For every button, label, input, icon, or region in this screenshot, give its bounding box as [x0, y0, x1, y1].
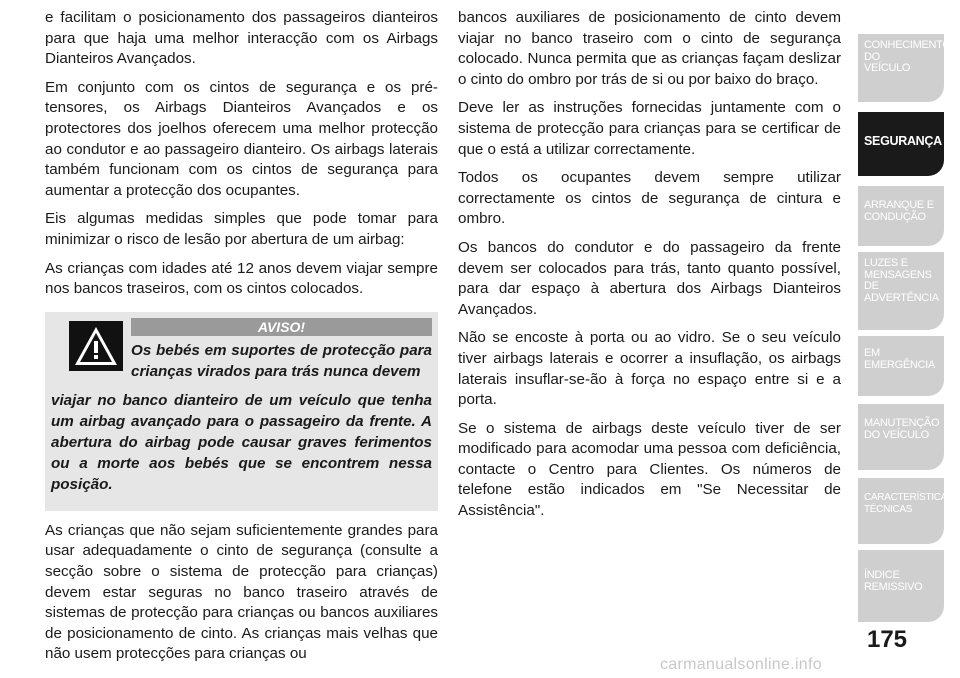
tab-label: ARRANQUE E CONDUÇÃO	[864, 199, 934, 223]
warning-text-rest: viajar no banco dianteiro de um veículo que tenha um airbag avançado para o passageiro da frente. A abertura do airbag pode causar graves ferimentos ou a morte aos bebés que se encontrem nessa posição.	[51, 391, 432, 493]
tab-label: ÍNDICE REMISSIVO	[864, 569, 923, 593]
warning-box	[45, 312, 438, 511]
paragraph: bancos auxiliares de posicionamento de cinto devem viajar no banco traseiro com o cinto de segurança colocado. Nunca permita que as crianças façam deslizar o cinto do ombro por trás de si ou por baixo do braço.	[458, 9, 841, 88]
paragraph: As crianças com idades até 12 anos devem viajar sempre nos bancos traseiros, com os cintos colocados.	[45, 259, 438, 298]
tab-luzes-e-mensagens[interactable]	[858, 252, 944, 330]
right-column	[458, 8, 841, 530]
paragraph: Se o sistema de airbags deste veículo tiver de ser modificado para acomodar uma pessoa com deficiência, contacte o Centro para Clientes. Os números de telefone estão indicados em "Se Necessitar de Assistência".	[458, 419, 841, 520]
tab-label: LUZES E MENSAGENS DE ADVERTÊNCIA	[864, 257, 939, 304]
paragraph: As crianças que não sejam suficientemente grandes para usar adequadamente o cinto de segurança (consulte a secção sobre o sistema de protecção para crianças) devem estar seguras no banco traseiro através de sistemas de protecção para crianças ou bancos auxiliares de posicionamento de cinto. As crianças mais velhas que não usem protecções para crianças ou	[45, 521, 438, 663]
paragraph: Deve ler as instruções fornecidas juntamente com o sistema de protecção para crianças para se certificar de que o está a utilizar correctamente.	[458, 99, 841, 158]
tab-em-emergencia[interactable]	[858, 336, 944, 396]
tab-label: CONHECIMENTO DO VEÍCULO	[864, 39, 951, 74]
paragraph: Os bancos do condutor e do passageiro da frente devem ser colocados para trás, tanto quanto possível, para dar espaço à abertura dos Airbags Dianteiros Avançados.	[458, 238, 841, 318]
tab-conhecimento-do-veiculo[interactable]	[858, 34, 951, 102]
tab-label: EM EMERGÊNCIA	[864, 347, 935, 371]
paragraph: e facilitam o posicionamento dos passageiros dianteiros para que haja uma melhor interacção com os Airbags Dianteiros Avançados.	[45, 9, 438, 68]
left-column	[45, 8, 438, 673]
chapter-sidebar	[856, 0, 960, 678]
tab-label: SEGURANÇA	[864, 134, 942, 148]
warning-title: AVISO!	[131, 318, 432, 336]
paragraph: Em conjunto com os cintos de segurança e os pré-tensores, os Airbags Dianteiros Avançados e os protectores dos joelhos oferecem uma melhor protecção ao condutor e ao passageiro dianteiro. Os airbags laterais também funcionam com os cintos de segurança para aumentar a protecção dos ocupantes.	[45, 78, 438, 199]
tab-seguranca[interactable]	[858, 112, 944, 176]
paragraph: Eis algumas medidas simples que pode tomar para minimizar o risco de lesão por abertura de um airbag:	[45, 210, 438, 248]
tab-arranque-e-conducao[interactable]	[858, 186, 944, 246]
warning-text-lead: Os bebés em suportes de protecção para crianças virados para trás nunca devem	[131, 341, 432, 380]
tab-manutencao-do-veiculo[interactable]	[858, 404, 944, 470]
paragraph: Todos os ocupantes devem sempre utilizar correctamente os cintos de segurança de cintura e ombro.	[458, 169, 841, 228]
paragraph: Não se encoste à porta ou ao vidro. Se o seu veículo tiver airbags laterais e ocorrer a insuflação, os airbags laterais insuflar-se-ão à força no espaço entre si e a porta.	[458, 329, 841, 409]
tab-indice-remissivo[interactable]	[858, 550, 944, 622]
watermark: carmanualsonline.info	[660, 656, 822, 673]
warning-triangle-icon	[69, 321, 123, 371]
tab-caracteristicas-tecnicas[interactable]	[858, 478, 954, 544]
tab-label: CARACTERÍSTICAS TÉCNICAS	[864, 492, 954, 515]
page-number: 175	[866, 626, 908, 653]
tab-label: MANUTENÇÃO DO VEÍCULO	[864, 417, 940, 441]
